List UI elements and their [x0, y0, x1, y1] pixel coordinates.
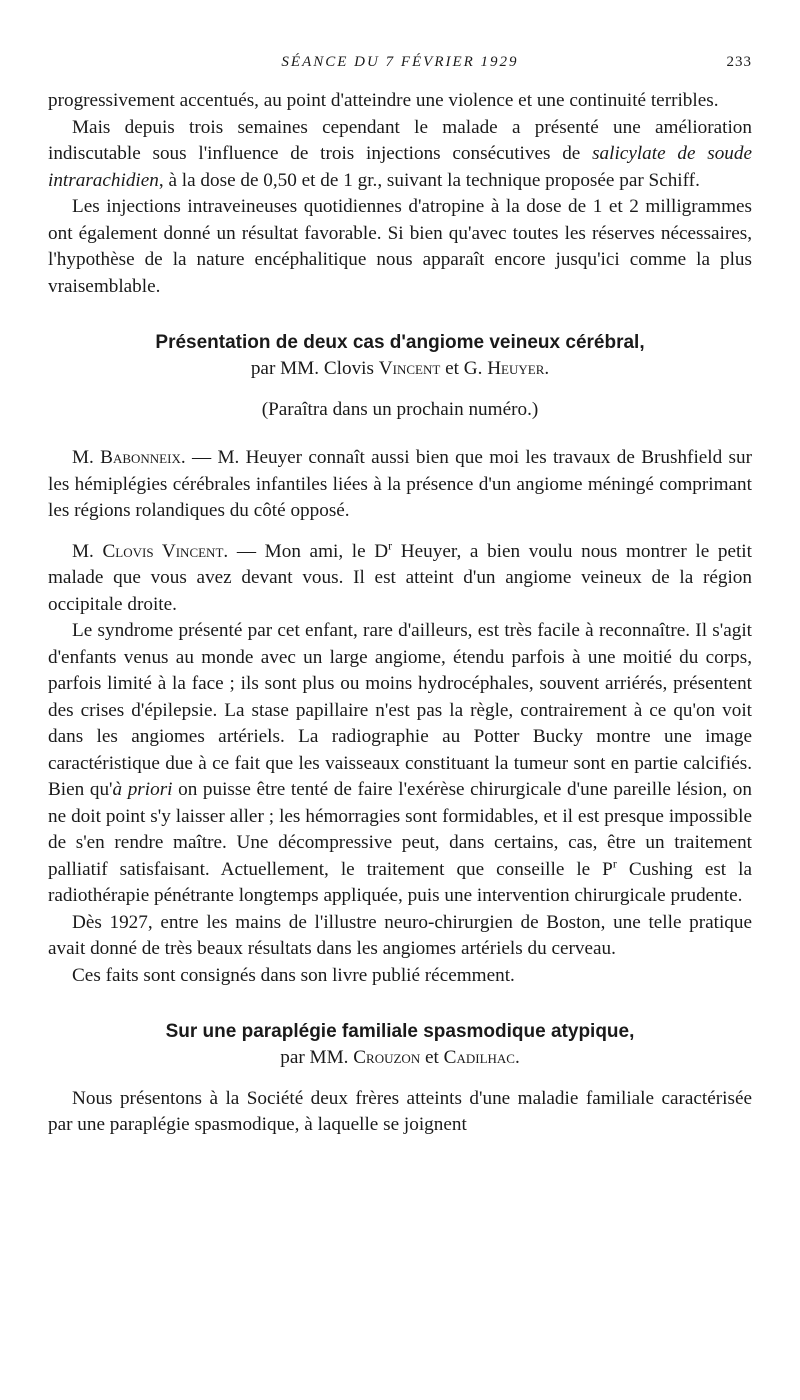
speaker-name: M. Clovis Vincent.	[72, 540, 229, 562]
speaker-name: M. Babonneix.	[72, 447, 186, 468]
paragraph-atropine: Les injections intraveineuses quotidiennes d'atropine à la dose de 1 et 2 milligrammes ont également donné un résultat favorable. Si bien qu'avec toutes les réserves nécessaires, l'hypothèse de la nature encéphalitique nous apparaît encore jusqu'ici comme la plus vraisemblable.	[48, 196, 752, 297]
text-run: Mais depuis trois semaines cependant le malade a présenté une amélioration indiscutable sous l'influence de trois injections consécutives de	[48, 116, 752, 164]
text-run: — M. Heuyer connaît aussi bien que moi les travaux de Brushfield sur les hémiplégies cérébrales infantiles liées à la présence d'un angiome méningé comprimant les régions rolandiques du côté opposé.	[48, 447, 752, 521]
byline-text: et G.	[440, 358, 488, 379]
text-run: Cushing est la radiothérapie pénétrante longtemps appliquée, puis une intervention chirurgicale prudente.	[48, 858, 752, 906]
byline-text: et	[420, 1047, 444, 1068]
page-body	[48, 52, 752, 1139]
section-byline-paraplegie	[48, 1045, 752, 1072]
italic-run: salicylate de soude intrarachidien	[48, 143, 753, 191]
paragraph-livre: Ces faits sont consignés dans son livre publié récemment.	[72, 964, 515, 986]
byline-text: .	[544, 358, 550, 379]
section-title-paraplegie: Sur une paraplégie familiale spasmodique atypique,	[165, 1021, 635, 1042]
text-run: Heuyer, a bien voulu nous montrer le petit malade que vous avez devant vous. Il est atteint d'un angiome veineux de la région occipitale droite.	[48, 540, 752, 615]
discussion-vincent	[48, 539, 752, 619]
author-name: Vincent	[378, 358, 441, 379]
paragraph-salicylate	[48, 115, 752, 195]
paragraph-boston: Dès 1927, entre les mains de l'illustre neuro-chirurgien de Boston, une telle pratique avait donné de très beaux résultats dans les angiomes artériels du cerveau.	[48, 911, 752, 959]
author-name: Crouzon	[353, 1047, 421, 1068]
running-title: SÉANCE DU 7 FÉVRIER 1929	[281, 54, 519, 70]
author-name: Heuyer	[487, 358, 545, 379]
superscript: r	[388, 538, 393, 553]
section-byline-angiome	[48, 356, 752, 383]
discussion-babonneix	[48, 445, 752, 525]
italic-run: à priori	[112, 779, 173, 800]
text-run: , à la dose de 0,50 et de 1 gr., suivant la technique proposée par Schiff.	[158, 169, 700, 191]
byline-text: par MM. Clovis	[250, 358, 379, 379]
paragraph-syndrome	[48, 618, 752, 910]
page-number: 233	[726, 54, 752, 70]
byline-text: par MM.	[280, 1047, 354, 1068]
section-title-angiome: Présentation de deux cas d'angiome veineux cérébral,	[155, 332, 645, 353]
superscript: r	[612, 856, 617, 871]
publication-note: (Paraîtra dans un prochain numéro.)	[261, 398, 539, 420]
text-run: Le syndrome présenté par cet enfant, rare d'ailleurs, est très facile à reconnaître. Il s'agit d'enfants venus au monde avec un large angiome, étendu parfois à une moitié du corps, parfois limité à la face ; ils sont plus ou moins hydrocéphales, souvent arriérés, présentent des crises d'épilepsie. La stase papillaire n'est pas la règle, contrairement à ce qu'on voit dans les angiomes artériels. La radiographie au Potter Bucky montre une image caractéristique due à ce fait que les vaisseaux constituant la tumeur sont en partie calcifiés. Bien qu'	[48, 620, 752, 800]
paragraph-freres: Nous présentons à la Société deux frères atteints d'une maladie familiale caractérisée par une paraplégie spasmodique, à laquelle se joignent	[48, 1087, 752, 1135]
text-run: — Mon ami, le D	[228, 540, 389, 562]
paragraph-continuation: progressivement accentués, au point d'atteindre une violence et une continuité terribles.	[48, 90, 719, 111]
byline-text: .	[514, 1047, 520, 1068]
author-name: Cadilhac	[443, 1047, 515, 1068]
text-run: on puisse être tenté de faire l'exérèse chirurgicale d'une pareille lésion, on ne doit point s'y laisser aller ; les hémorragies sont formidables, et il est presque impossible de s'en rendre maître. Une décompressive peut, dans certains, cas, être un traitement palliatif satisfaisant. Actuellement, le traitement que conseille le P	[48, 779, 752, 880]
